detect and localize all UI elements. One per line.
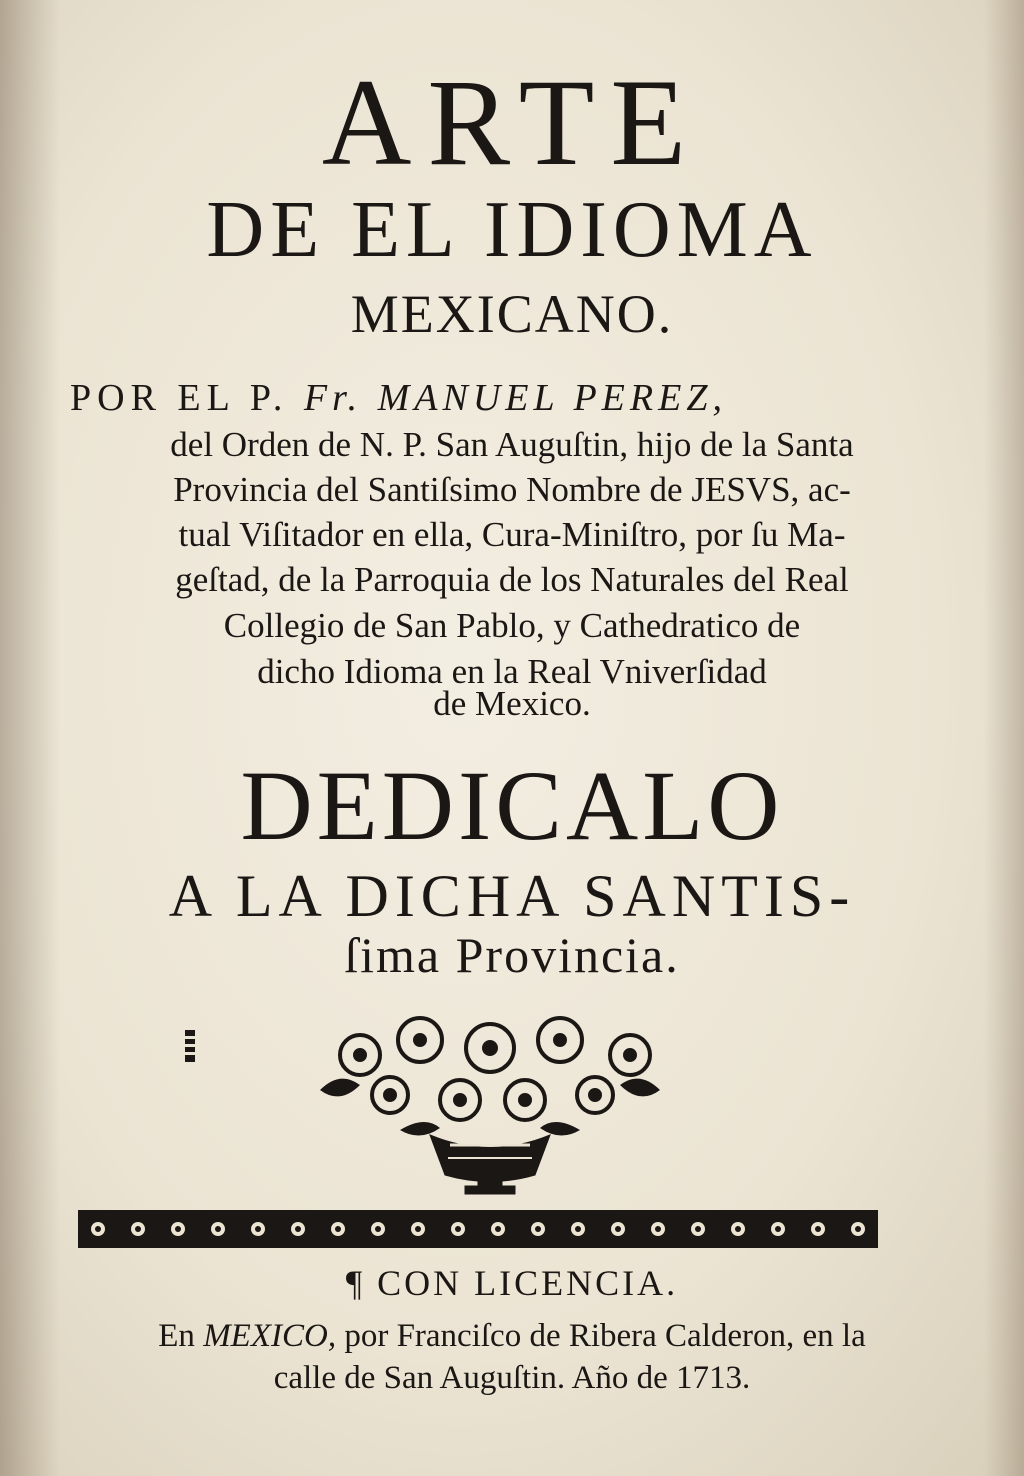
- imprint-line-2: calle de San Auguſtin. Año de 1713.: [273, 1360, 751, 1396]
- flower-basket-icon: [300, 1010, 680, 1200]
- body-line: de Mexico.: [433, 684, 591, 723]
- dedication-line-2: A LA DICHA SANTIS-: [168, 863, 856, 929]
- body-line: geſtad, de la Parroquia de los Naturales del Real: [175, 560, 849, 599]
- author-prefix: POR EL P.: [70, 377, 289, 419]
- imprint-line1-rest: por Franciſco de Ribera Calderon, en la: [344, 1318, 866, 1354]
- title-line-3: MEXICANO.: [350, 284, 674, 344]
- imprint-city: MEXICO,: [203, 1318, 337, 1354]
- title-line-1: ARTE: [321, 54, 703, 191]
- body-line: Provincia del Santiſsimo Nombre de JESVS, ac-: [173, 470, 851, 509]
- license-line: ¶ CON LICENCIA.: [345, 1263, 679, 1303]
- body-line: Collegio de San Pablo, y Cathedratico de: [223, 606, 801, 645]
- author-line: [70, 376, 870, 420]
- body-line: del Orden de N. P. San Auguſtin, hijo de la Santa: [170, 425, 854, 464]
- body-line: tual Viſitador en ella, Cura-Miniſtro, por ſu Ma-: [178, 515, 846, 554]
- dedication-line-3: ſima Provincia.: [344, 927, 680, 983]
- author-fr: Fr.: [303, 377, 363, 419]
- author-name: MANUEL PEREZ,: [377, 377, 727, 419]
- printer-mark-icon: [183, 1030, 197, 1062]
- imprint-line-1: [0, 1318, 1024, 1355]
- imprint-en: En: [158, 1318, 195, 1354]
- body-line: dicho Idioma en la Real Vniverſidad: [257, 652, 767, 691]
- decorative-border-icon: [78, 1210, 878, 1248]
- title-line-2: DE EL IDIOMA: [206, 186, 818, 274]
- dedication-line-1: DEDICALO: [240, 750, 784, 861]
